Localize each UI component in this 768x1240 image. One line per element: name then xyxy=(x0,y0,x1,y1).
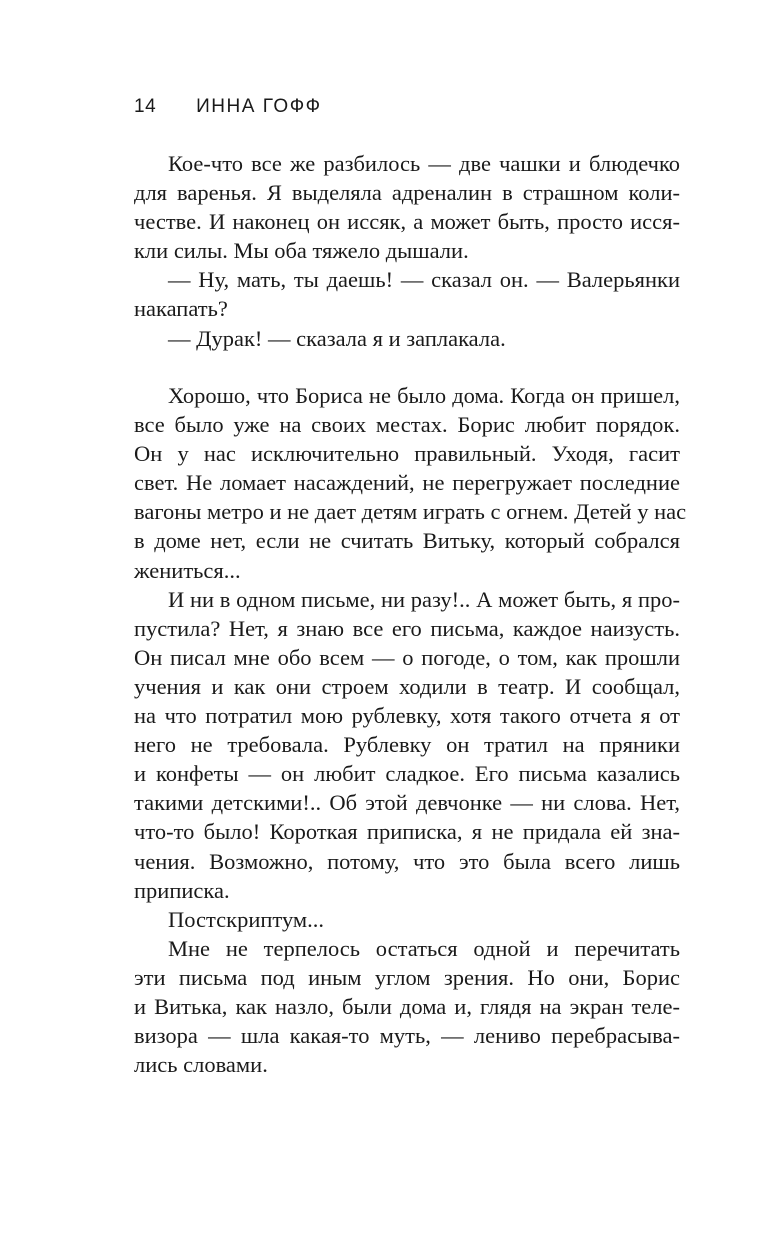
text-line: Он писал мне обо всем — о погоде, о том, как прошли xyxy=(134,644,680,670)
text-line: Он у нас исключительно правильный. Уходя, гасит xyxy=(134,441,680,467)
text-line: на что потратил мою рублевку, хотя такого отчета я от xyxy=(134,703,680,729)
running-header xyxy=(134,96,322,118)
text-block-main xyxy=(134,381,687,1079)
text-line: пустила? Нет, я знаю все его письма, каждое наизусть. xyxy=(134,615,680,641)
text-line: вагоны метро и не дает детям играть с огнем. Детей у нас xyxy=(134,499,687,525)
text-line: Постскриптум... xyxy=(168,906,325,932)
text-line: все было уже на своих местах. Борис любит порядок. xyxy=(134,412,680,438)
text-line: и конфеты — он любит сладкое. Его письма казались xyxy=(134,761,680,787)
text-line: накапать? xyxy=(134,296,228,322)
paragraph xyxy=(134,905,680,934)
text-line: учения и как они строем ходили в театр. И сообщал, xyxy=(134,673,680,699)
paragraph xyxy=(134,585,680,905)
author-name: ИННА ГОФФ xyxy=(196,96,322,117)
text-block-top xyxy=(134,149,680,353)
text-line: приписка. xyxy=(134,877,230,903)
paragraph xyxy=(134,381,687,585)
text-line: Хорошо, что Бориса не было дома. Когда он пришел, xyxy=(168,383,680,408)
text-line: кли силы. Мы оба тяжело дышали. xyxy=(134,238,469,264)
paragraph xyxy=(134,265,680,323)
text-line: что-то было! Короткая приписка, я не придала ей зна- xyxy=(134,819,680,845)
text-line: для варенья. Я выделяла адреналин в страшном коли- xyxy=(134,180,680,206)
text-line: И ни в одном письме, ни разу!.. А может быть, я про- xyxy=(168,586,680,612)
text-line: чения. Возможно, потому, что это была всего лишь xyxy=(134,848,680,874)
text-line: и Витька, как назло, были дома и, глядя на экран теле- xyxy=(134,993,680,1019)
text-line: эти письма под иным углом зрения. Но они, Борис xyxy=(134,964,680,990)
text-line: такими детскими!.. Об этой девчонке — ни слова. Нет, xyxy=(134,790,680,816)
text-line: Кое-что все же разбилось — две чашки и блюдечко xyxy=(168,151,680,176)
text-line: в доме нет, если не считать Витьку, который собрался xyxy=(134,528,680,554)
paragraph xyxy=(134,934,680,1079)
text-line: — Ну, мать, ты даешь! — сказал он. — Валерьянки xyxy=(168,267,680,293)
paragraph xyxy=(134,149,680,265)
text-line: лись словами. xyxy=(134,1052,268,1078)
text-line: Мне не терпелось остаться одной и перечитать xyxy=(168,935,680,961)
paragraph xyxy=(134,324,680,353)
text-line: честве. И наконец он иссяк, а может быть, просто исся- xyxy=(134,209,680,235)
text-line: — Дурак! — сказала я и заплакала. xyxy=(168,325,506,351)
text-line: визора — шла какая-то муть, — лениво перебрасыва- xyxy=(134,1023,680,1049)
page-number: 14 xyxy=(134,96,157,117)
text-line: него не требовала. Рублевку он тратил на пряники xyxy=(134,732,680,758)
text-line: свет. Не ломает насаждений, не перегружает последние xyxy=(134,470,680,496)
text-line: жениться... xyxy=(134,557,241,583)
